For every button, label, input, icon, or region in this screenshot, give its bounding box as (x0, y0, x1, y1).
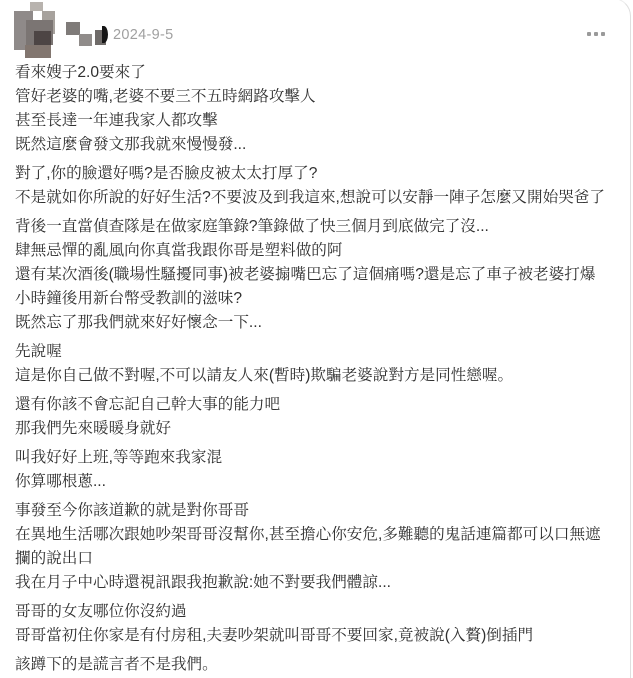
paragraph (15, 393, 618, 441)
post-line: 背後一直當偵查隊是在做家庭筆錄?筆錄做了快三個月到底做完了沒... (15, 218, 489, 235)
censor-block (30, 2, 43, 11)
censor-block (25, 45, 51, 58)
post-text (0, 58, 633, 677)
post-line: 我在月子中心時還視訊跟我抱歉說:她不對要我們體諒... (15, 574, 391, 591)
post-line: 哥哥的女友哪位你沒約過 (15, 603, 187, 620)
post-line: 還有某次酒後(職場性騷擾同事)被老婆搧嘴巴忘了這個痛嗎?還是忘了車子被老婆打爆 (15, 266, 596, 283)
post-header (0, 0, 633, 58)
paragraph (15, 446, 618, 494)
more-options-button[interactable] (585, 28, 607, 40)
censor-block (66, 22, 80, 35)
paragraph (15, 499, 618, 595)
post-line: 攔的說出口 (15, 550, 93, 567)
post-line: 對了,你的臉還好嗎?是否臉皮被太太打厚了? (15, 165, 318, 182)
paragraph (15, 600, 618, 648)
post-line: 肆無忌憚的亂風向你真當我跟你哥是塑料做的阿 (15, 242, 343, 259)
post-line: 你算哪根蔥... (15, 473, 106, 490)
avatar[interactable] (12, 2, 58, 58)
paragraph (15, 61, 618, 157)
post-line: 既然忘了那我們就來好好懷念一下... (15, 314, 262, 331)
post-timestamp[interactable]: 2024-9-5 (113, 27, 174, 43)
post-line: 該蹲下的是謊言者不是我們。 (15, 656, 218, 673)
censor-block (79, 34, 92, 46)
paragraph (15, 653, 618, 677)
post-line: 叫我好好上班,等等跑來我家混 (15, 449, 223, 466)
paragraph (15, 162, 618, 210)
post-line: 事發至今你該道歉的就是對你哥哥 (15, 502, 249, 519)
post-line: 在異地生活哪次跟她吵架哥哥沒幫你,甚至擔心你安危,多難聽的鬼話連篇都可以口無遮 (15, 526, 601, 543)
post-line: 這是你自己做不對喔,不可以請友人來(暫時)欺騙老婆說對方是同性戀喔。 (15, 367, 514, 384)
post-line: 甚至長達一年連我家人都攻擊 (15, 112, 218, 129)
post-line: 看來嫂子2.0要來了 (15, 64, 146, 81)
post-line: 不是就如你所說的好好生活?不要波及到我這來,想說可以安靜一陣子怎麼又開始哭爸了 (15, 189, 605, 206)
post-line: 小時鐘後用新台幣受教訓的滋味? (15, 290, 242, 307)
paragraph (15, 215, 618, 335)
post-line: 管好老婆的嘴,老婆不要三不五時網路攻擊人 (15, 88, 316, 105)
paragraph (15, 340, 618, 388)
post-line: 那我們先來暖暖身就好 (15, 420, 171, 437)
post-line: 先說喔 (15, 343, 62, 360)
post-line: 哥哥當初住你家是有付房租,夫妻吵架就叫哥哥不要回家,竟被說(入贅)倒插門 (15, 627, 534, 644)
post-line: 還有你該不會忘記自己幹大事的能力吧 (15, 396, 281, 413)
post-line: 既然這麼會發文那我就來慢慢發... (15, 136, 247, 153)
ellipsis-icon (587, 32, 605, 36)
